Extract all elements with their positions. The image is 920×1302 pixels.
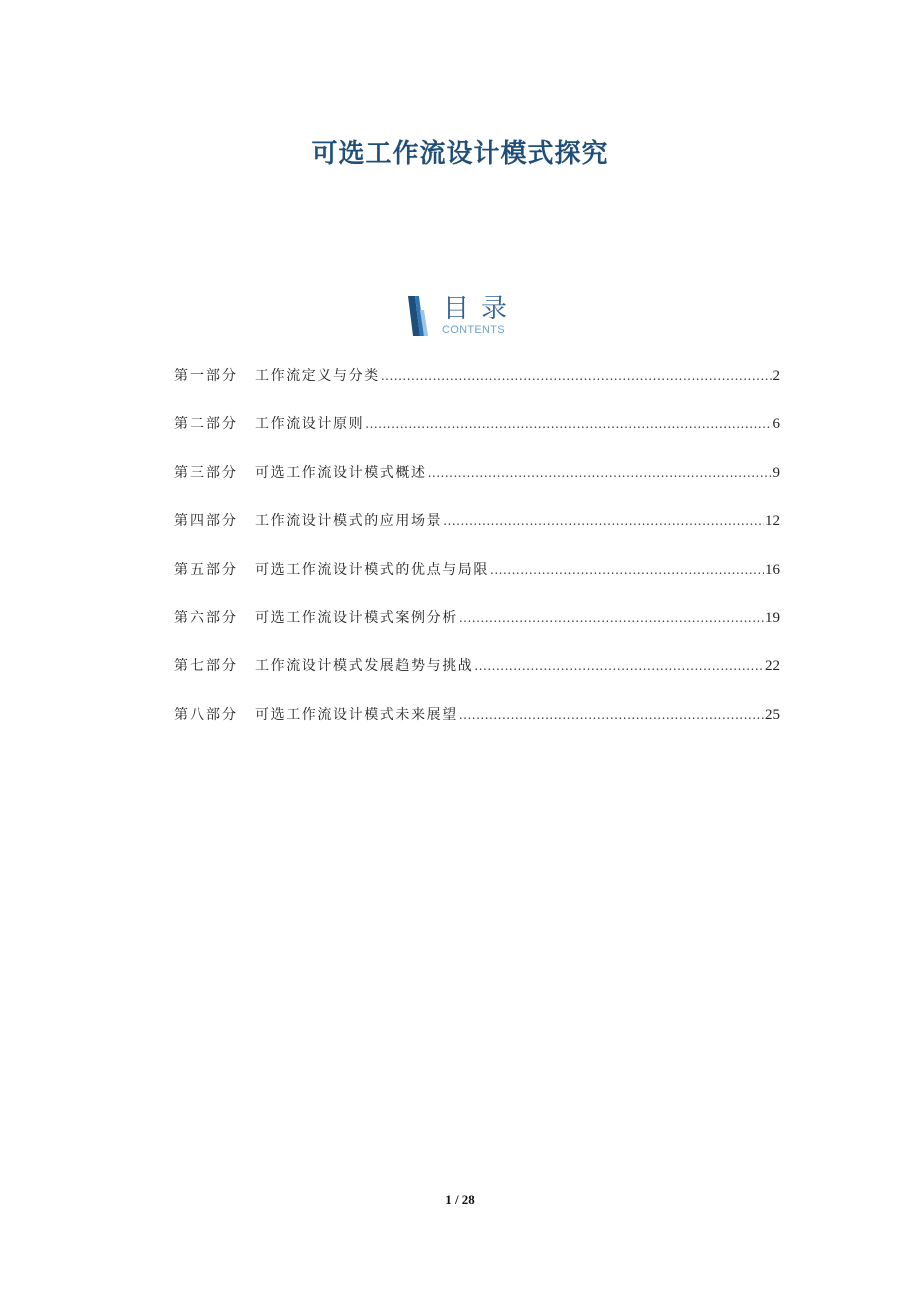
toc-dot-leader (443, 511, 764, 531)
toc-dot-leader (428, 463, 772, 483)
toc-dot-leader (490, 560, 764, 580)
toc-dot-leader (474, 656, 764, 676)
toc-entry-title: 可选工作流设计模式未来展望 (255, 706, 458, 723)
document-title: 可选工作流设计模式探究 (311, 139, 609, 170)
toc-part-label: 第四部分 (174, 513, 238, 530)
toc-entry-8[interactable] (174, 705, 780, 753)
toc-page-number: 6 (772, 416, 780, 433)
page-indicator: 1 / 28 (445, 1192, 475, 1207)
toc-page-number: 12 (765, 513, 780, 530)
toc-entry-title: 工作流设计原则 (255, 416, 365, 433)
toc-dot-leader (381, 366, 772, 386)
toc-page-number: 25 (765, 706, 780, 723)
toc-part-label: 第七部分 (174, 658, 238, 675)
toc-page-number: 19 (765, 609, 780, 626)
toc-header (406, 294, 526, 340)
table-of-contents (174, 366, 780, 753)
toc-part-label: 第二部分 (174, 416, 238, 433)
toc-part-label: 第一部分 (174, 368, 238, 384)
toc-dot-leader (459, 705, 764, 725)
toc-entry-2[interactable] (174, 414, 780, 462)
toc-page-number: 9 (772, 464, 780, 481)
toc-entry-title: 工作流设计模式发展趋势与挑战 (255, 658, 474, 675)
toc-part-label: 第八部分 (174, 706, 238, 723)
toc-logo-icon (406, 296, 432, 338)
toc-dot-leader (459, 608, 764, 628)
toc-heading: 目录 (443, 294, 520, 324)
toc-entry-3[interactable] (174, 463, 780, 511)
toc-entry-title: 可选工作流设计模式概述 (255, 464, 427, 481)
toc-part-label: 第六部分 (174, 609, 238, 626)
toc-entry-5[interactable] (174, 560, 780, 608)
toc-entry-6[interactable] (174, 608, 780, 656)
toc-page-number: 2 (772, 368, 780, 384)
toc-dot-leader (365, 414, 771, 434)
toc-entry-7[interactable] (174, 656, 780, 704)
toc-part-label: 第三部分 (174, 464, 238, 481)
toc-entry-1[interactable] (174, 366, 780, 414)
toc-page-number: 16 (765, 561, 780, 578)
toc-entry-title: 工作流定义与分类 (255, 368, 380, 384)
toc-entry-title: 可选工作流设计模式案例分析 (255, 609, 458, 626)
toc-page-number: 22 (765, 658, 780, 675)
toc-entry-title: 工作流设计模式的应用场景 (255, 513, 443, 530)
toc-entry-title: 可选工作流设计模式的优点与局限 (255, 561, 489, 578)
toc-part-label: 第五部分 (174, 561, 238, 578)
toc-subheading: CONTENTS (442, 324, 505, 336)
toc-entry-4[interactable] (174, 511, 780, 559)
